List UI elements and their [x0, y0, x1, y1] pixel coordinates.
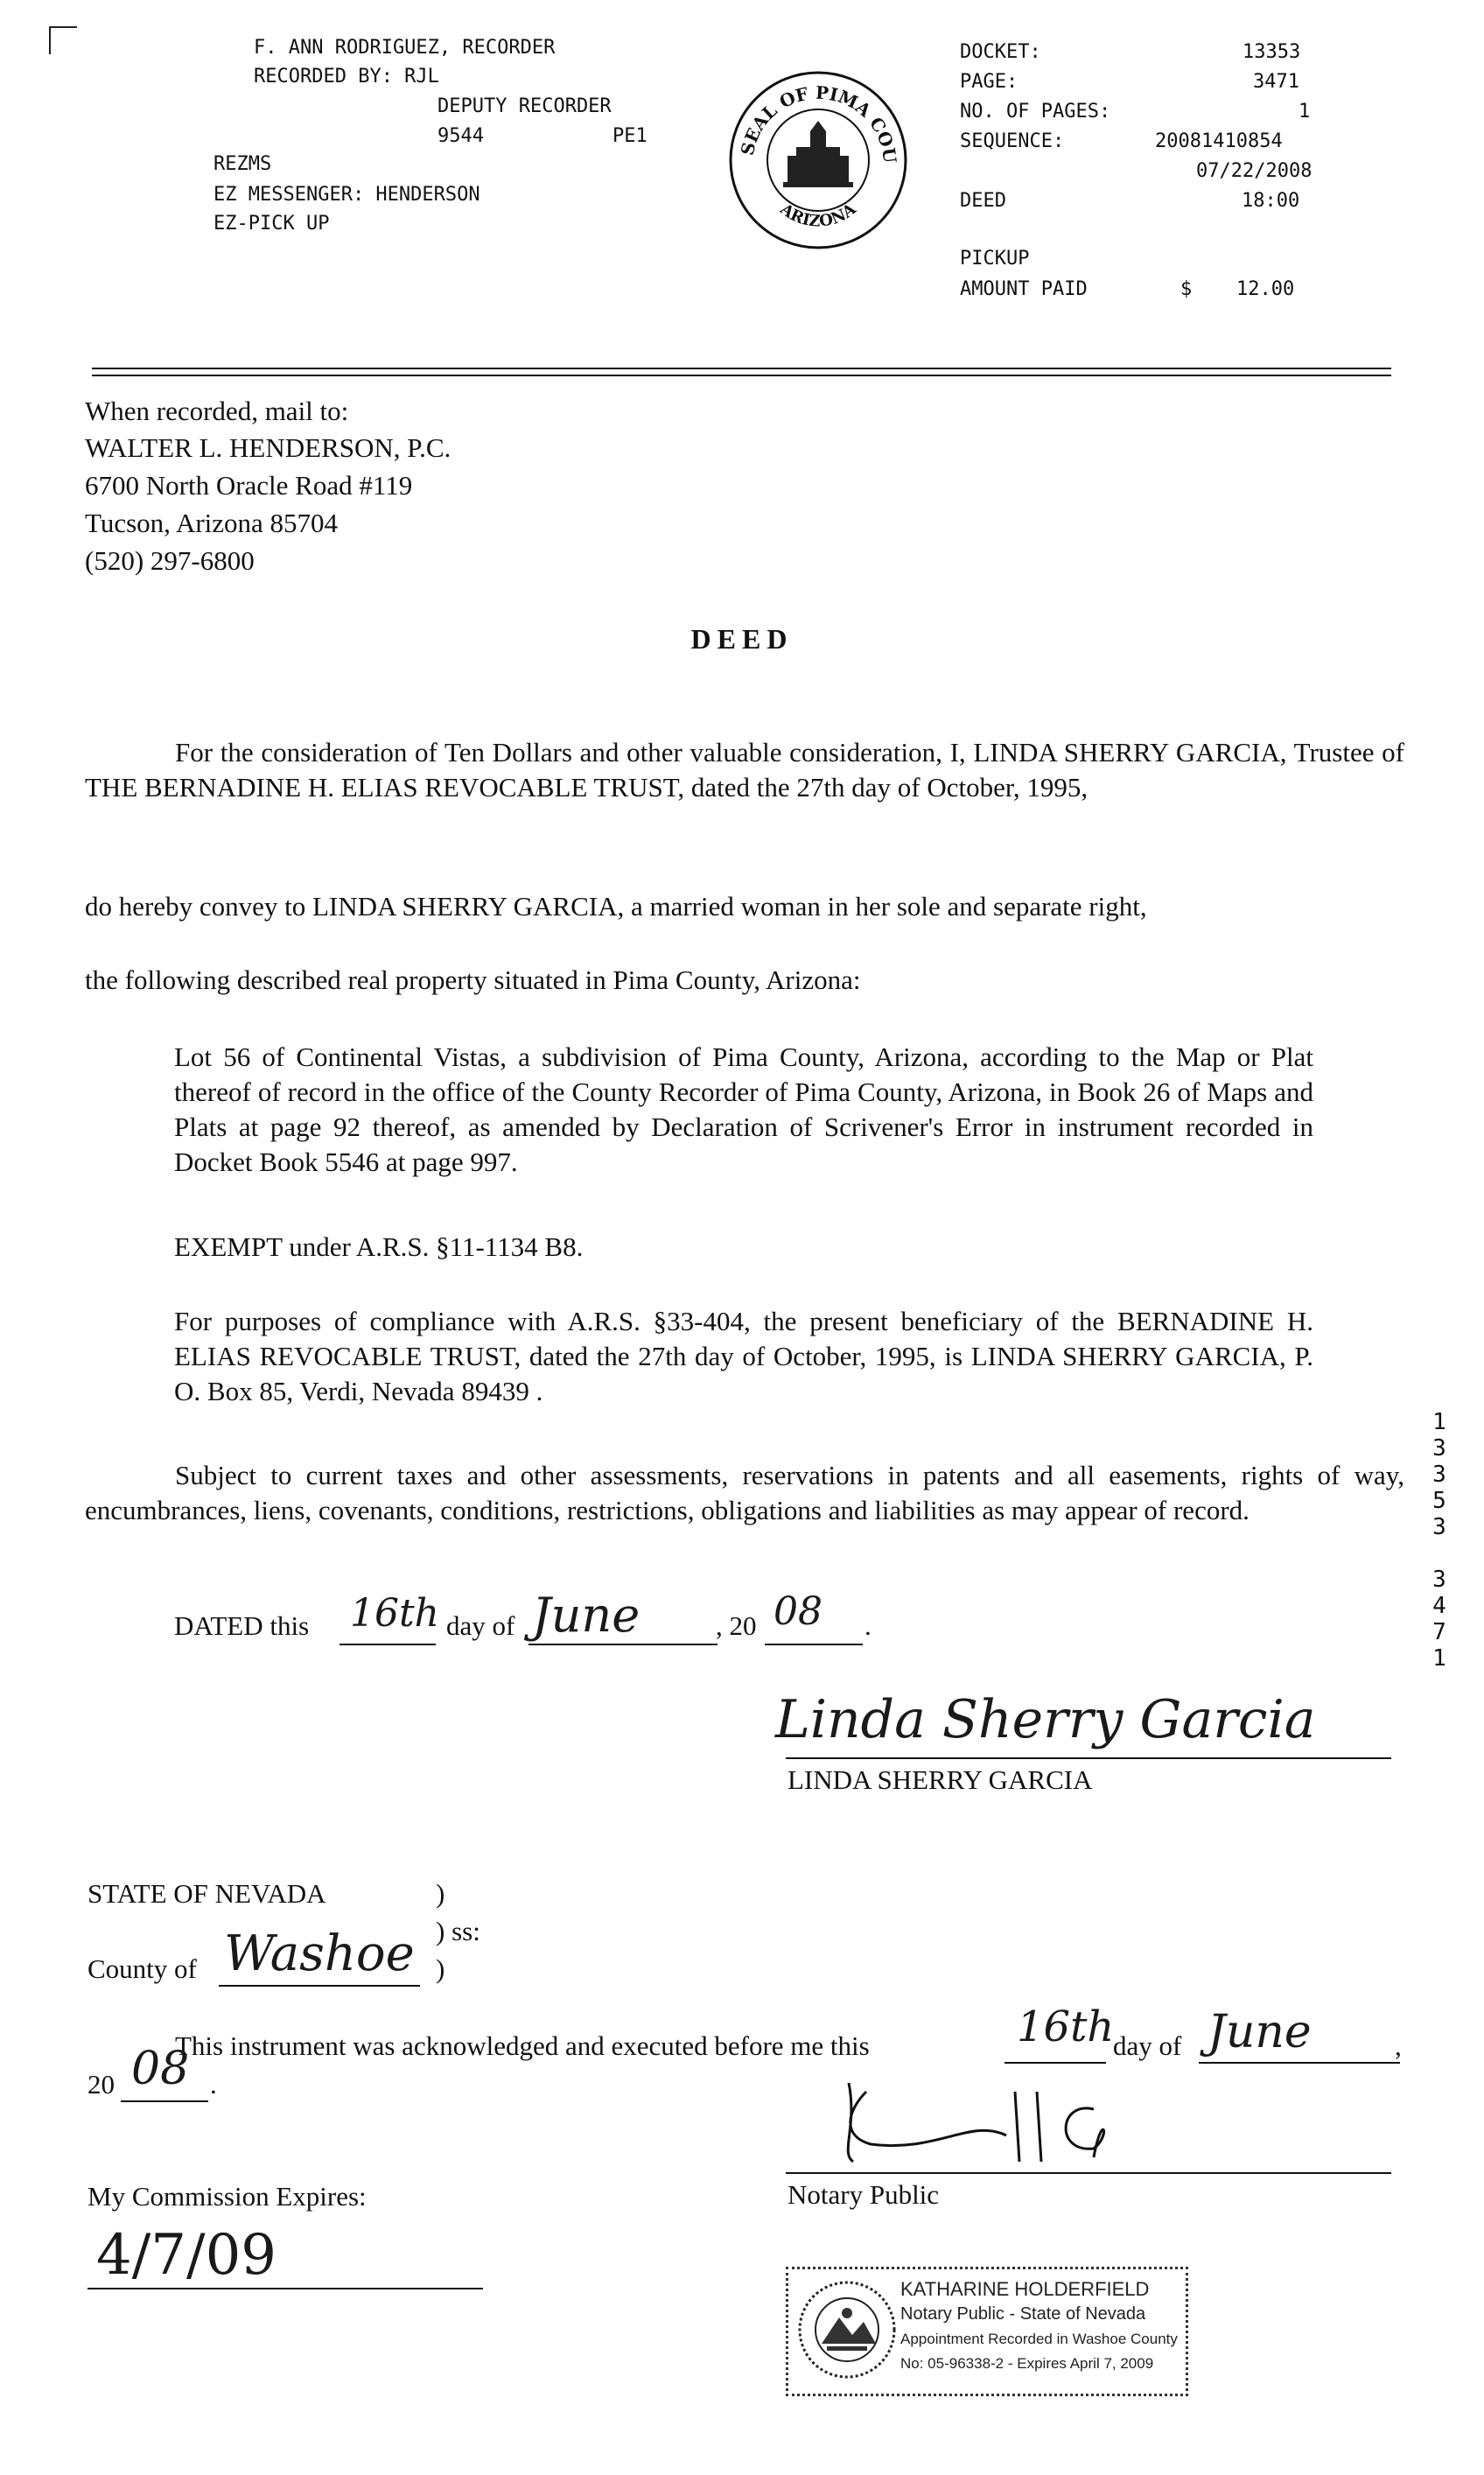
side-digit: 1	[1432, 1645, 1446, 1672]
seal-bottom-text: ARIZONA	[776, 200, 860, 231]
ack-day-of: day of	[1113, 2030, 1182, 2061]
dated-year: 08	[774, 1589, 822, 1634]
header-rule-top	[92, 368, 1391, 369]
county-prefix: County of	[88, 1953, 197, 1984]
amount-value: 12.00	[1236, 278, 1295, 300]
document-type: DEED	[960, 190, 1006, 212]
recorder-name: F. ANN RODRIGUEZ, RECORDER	[254, 37, 556, 59]
page-label: PAGE:	[960, 71, 1018, 93]
dated-year-prefix: , 20	[716, 1610, 757, 1641]
deputy-recorder: DEPUTY RECORDER	[438, 95, 612, 117]
notary-appointment: Appointment Recorded in Washoe County	[900, 2331, 1178, 2347]
notary-signature	[831, 2074, 1164, 2170]
signature-line	[786, 1757, 1391, 1759]
beneficiary-paragraph: For purposes of compliance with A.R.S. §33-404, the present beneficiary of the BERNADINE H. ELIAS REVOCABLE TRUST, dated the 27th day of October, 1995, is LINDA SHERRY GARCIA, P. O. Box 85, Verdi, Nevada 89439 .	[174, 1306, 1313, 1406]
document-title: DEED	[690, 623, 794, 655]
mail-to-line-3: 6700 North Oracle Road #119	[85, 470, 413, 501]
commission-line	[88, 2288, 483, 2289]
docket-label: DOCKET:	[960, 41, 1041, 63]
corner-mark	[49, 26, 77, 54]
property-intro: the following described real property situated in Pima County, Arizona:	[85, 964, 861, 995]
recorder-code-2: PE1	[612, 125, 648, 147]
side-digit: 3	[1432, 1567, 1446, 1593]
amount-label: AMOUNT PAID	[960, 278, 1088, 300]
county-paren: )	[436, 1953, 445, 1984]
side-docket-number	[1426, 1409, 1452, 1672]
ack-comma: ,	[1395, 2030, 1402, 2061]
state-label: STATE OF NEVADA	[88, 1878, 326, 1909]
ack-day-line	[1004, 2062, 1106, 2064]
ack-month-line	[1199, 2062, 1400, 2064]
notary-stamp	[786, 2267, 1188, 2396]
dated-month: June	[532, 1588, 640, 1643]
side-digit: 3	[1432, 1435, 1446, 1462]
notary-name: KATHARINE HOLDERFIELD	[900, 2278, 1150, 2300]
side-digit: 1	[1432, 1409, 1446, 1435]
mail-to-line-5: (520) 297-6800	[85, 545, 255, 576]
side-digit: 7	[1432, 1619, 1446, 1645]
recorded-by: RECORDED BY: RJL	[254, 66, 439, 88]
side-digit: 4	[1432, 1593, 1446, 1619]
svg-text:ARIZONA	[776, 200, 860, 231]
county-line	[219, 1985, 420, 1987]
grantor-printed-name: LINDA SHERRY GARCIA	[788, 1764, 1093, 1795]
grantor-signature: Linda Sherry Garcia	[775, 1689, 1316, 1750]
ez-messenger: EZ MESSENGER: HENDERSON	[214, 184, 480, 206]
nevada-seal-icon	[795, 2278, 899, 2381]
recorded-time: 18:00	[1242, 190, 1300, 212]
mail-to-line-4: Tucson, Arizona 85704	[85, 508, 339, 538]
pages-value: 1	[1298, 101, 1311, 123]
dated-day-line	[340, 1644, 436, 1645]
subject-to-paragraph: Subject to current taxes and other assessments, reservations in patents and all easements, rights of way, encumbrances, liens, covenants, conditions, restrictions, obligations and liabilities as may appear of record.	[85, 1460, 1404, 1525]
dated-day-of: day of	[446, 1610, 515, 1641]
side-digit: 5	[1432, 1488, 1446, 1514]
recorded-date: 07/22/2008	[1196, 160, 1312, 182]
ack-month: June	[1208, 2006, 1312, 2058]
state-paren: )	[436, 1878, 445, 1909]
rezms-label: REZMS	[214, 153, 272, 175]
mail-to-line-2: WALTER L. HENDERSON, P.C.	[85, 432, 452, 463]
side-digit: 3	[1432, 1514, 1446, 1540]
dated-day: 16th	[350, 1591, 440, 1636]
convey-paragraph: do hereby convey to LINDA SHERRY GARCIA, a married woman in her sole and separate right,	[85, 891, 1147, 922]
pickup-label: PICKUP	[960, 248, 1030, 270]
acknowledgment-text: This instrument was acknowledged and executed before me this	[175, 2030, 870, 2061]
pages-label: NO. OF PAGES:	[960, 101, 1111, 123]
sequence-value: 20081410854	[1155, 130, 1283, 152]
page-value: 3471	[1253, 71, 1299, 93]
legal-description: Lot 56 of Continental Vistas, a subdivision of Pima County, Arizona, according to the Map or Plat thereof of record in the office of the County Recorder of Pima County, Arizona, in Book 26 of Maps and Plats at page 92 thereof, as amended by Declaration of Scrivener's Error in instrument recorded in Docket Book 5546 at page 997.	[174, 1041, 1313, 1177]
side-digit: 3	[1432, 1462, 1446, 1488]
ez-pickup: EZ-PICK UP	[214, 213, 330, 235]
dated-month-line	[528, 1644, 718, 1645]
ack-year-prefix: 20	[88, 2069, 115, 2100]
dated-year-line	[765, 1644, 863, 1645]
amount-currency: $	[1180, 278, 1193, 300]
side-gap	[1426, 1540, 1452, 1567]
county-name: Washoe	[224, 1925, 415, 1982]
sequence-label: SEQUENCE:	[960, 130, 1065, 152]
ack-year: 08	[131, 2043, 190, 2095]
seal-top-text: SEAL OF PIMA COU	[736, 81, 901, 165]
mail-to-line-1: When recorded, mail to:	[85, 396, 349, 426]
consideration-paragraph: For the consideration of Ten Dollars and other valuable consideration, I, LINDA SHERRY GARCIA, Trustee of THE BERNADINE H. ELIAS REVOCABLE TRUST, dated the 27th day of October, 1995,	[85, 737, 1404, 803]
ack-year-line	[121, 2100, 208, 2102]
notary-number: No: 05-96338-2 - Expires April 7, 2009	[900, 2355, 1154, 2372]
recorder-code: 9544	[438, 125, 484, 147]
dated-prefix: DATED this	[174, 1610, 310, 1641]
commission-date: 4/7/09	[96, 2223, 276, 2288]
notary-title: Notary Public - State of Nevada	[900, 2304, 1146, 2324]
header-rule-bottom	[92, 375, 1391, 376]
ack-year-end: .	[210, 2069, 217, 2100]
notary-public-label: Notary Public	[788, 2179, 940, 2210]
ss-label: ) ss:	[436, 1916, 480, 1946]
commission-expires-label: My Commission Expires:	[88, 2181, 367, 2212]
dated-end: .	[864, 1610, 872, 1641]
pima-county-seal	[726, 68, 910, 252]
docket-value: 13353	[1242, 41, 1301, 63]
ack-day: 16th	[1017, 2002, 1115, 2051]
exemption-line: EXEMPT under A.R.S. §11-1134 B8.	[174, 1231, 584, 1262]
notary-signature-line	[786, 2172, 1391, 2174]
